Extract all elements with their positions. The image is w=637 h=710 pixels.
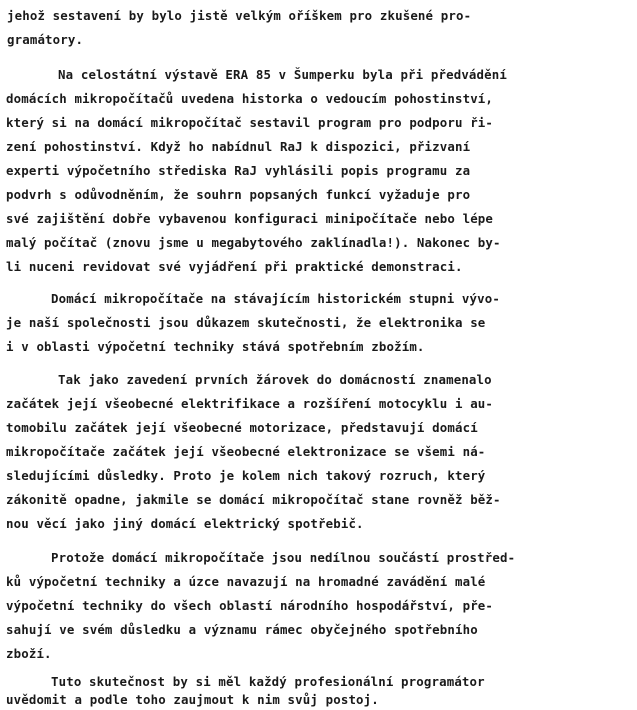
text-line: mikropočítače začátek její všeobecné elektronizace se všemi ná- [6, 444, 486, 459]
text-line: domácích mikropočítačů uvedena historka o vedoucím pohostinství, [6, 91, 494, 106]
paragraph-first-line: Na celostátní výstavě ERA 85 v Šumperku byla při předvádění [58, 67, 507, 82]
paragraph-first-line: Tak jako zavedení prvních žárovek do domácností znamenalo [58, 372, 492, 387]
text-line: nou věcí jako jiný domácí elektrický spotřebič. [6, 516, 364, 531]
text-line: výpočetní techniky do všech oblastí národního hospodářství, pře- [6, 598, 494, 613]
text-line: tomobilu začátek její všeobecné motorizace, představují domácí [6, 420, 478, 435]
text-line: i v oblasti výpočetní techniky stává spotřebním zbožím. [6, 339, 425, 354]
paragraph-first-line: Domácí mikropočítače na stávajícím historickém stupni vývo- [51, 291, 500, 306]
text-line: malý počítač (znovu jsme u megabytového zaklínadla!). Nakonec by- [6, 235, 501, 250]
text-line: zení pohostinství. Když ho nabídnul RaJ k dispozici, přizvaní [6, 139, 471, 154]
text-line: uvědomit a podle toho zaujmout k nim svůj postoj. [6, 692, 379, 707]
text-line: gramátory. [7, 32, 84, 47]
text-line: své zajištění dobře vybavenou konfiguraci minipočítače nebo lépe [6, 211, 494, 226]
text-line: sahují ve svém důsledku a významu rámec obyčejného spotřebního [6, 622, 478, 637]
text-line: ků výpočetní techniky a úzce navazují na hromadné zavádění malé [6, 574, 486, 589]
paragraph-first-line: Tuto skutečnost by si měl každý profesionální programátor [51, 674, 485, 689]
text-line: zboží. [6, 646, 52, 661]
text-line: je naší společnosti jsou důkazem skutečnosti, že elektronika se [6, 315, 486, 330]
text-line: začátek její všeobecné elektrifikace a rozšíření motocyklu i au- [6, 396, 494, 411]
text-line: zákonitě opadne, jakmile se domácí mikropočítač stane rovněž běž- [6, 492, 501, 507]
paragraph-first-line: Protože domácí mikropočítače jsou nedílnou součástí prostřed- [51, 550, 516, 565]
text-line: který si na domácí mikropočítač sestavil program pro podporu ři- [6, 115, 494, 130]
text-line: experti výpočetního střediska RaJ vyhlásili popis programu za [6, 163, 471, 178]
text-line: sledujícími důsledky. Proto je kolem nich takový rozruch, který [6, 468, 486, 483]
text-line: jehož sestavení by bylo jistě velkým oříškem pro zkušené pro- [7, 8, 472, 23]
text-line: li nuceni revidovat své vyjádření při praktické demonstraci. [6, 259, 463, 274]
text-line: podvrh s odůvodněním, že souhrn popsaných funkcí vyžaduje pro [6, 187, 471, 202]
